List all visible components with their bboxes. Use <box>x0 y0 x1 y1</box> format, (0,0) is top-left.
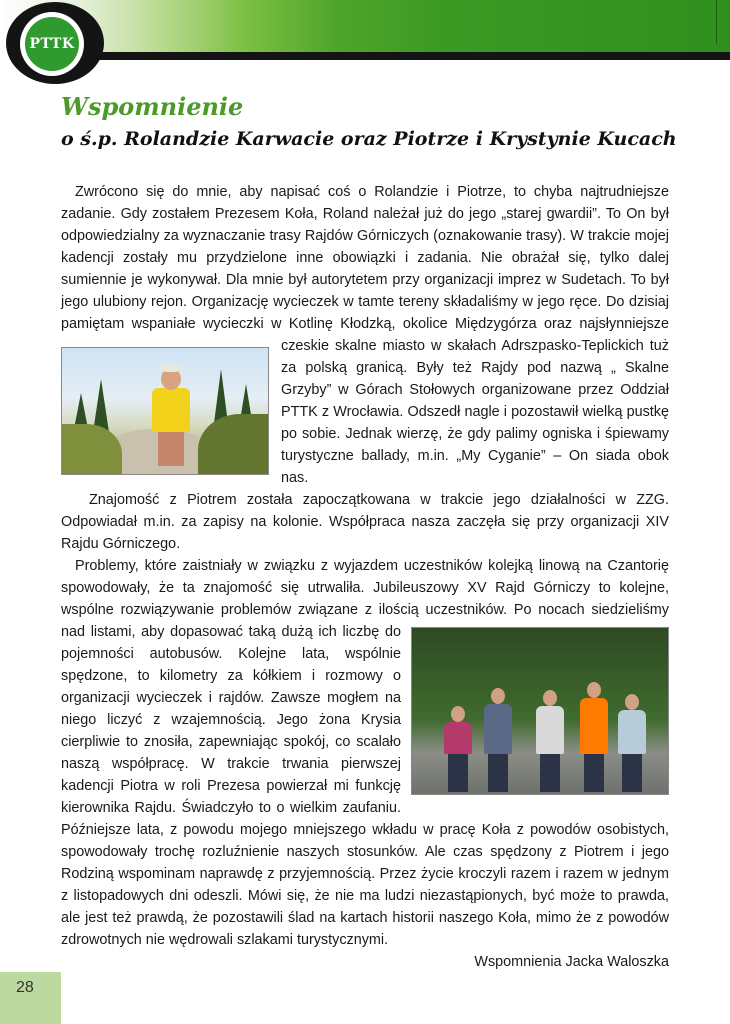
paragraph-2: Znajomość z Piotrem została zapoczątkowana w trakcie jego działalności w ZZG. Odpowiadał m.in. za zapisy na kolonie. Współpraca nasza zaczęła się przy organizacji XIV Rajdu Górniczego. <box>61 492 669 552</box>
photo-person <box>484 704 512 754</box>
page-number: 28 <box>16 979 34 996</box>
paragraph-1 <box>61 181 669 489</box>
photo-hiker-mountains <box>61 347 269 475</box>
article-subtitle: o ś.p. Rolandzie Karwacie oraz Piotrze i Krystynie Kucach <box>61 128 677 150</box>
photo-person-hat <box>158 364 184 372</box>
photo-person <box>536 706 564 754</box>
photo-group <box>411 627 669 795</box>
photo-person <box>444 722 472 754</box>
photo-person-head <box>451 706 465 722</box>
paragraph-1-text-b: czeskie skalne miasto w skałach Adrszpasko-Teplickich tuż za polską granicą. Były też Rajdy pod nazwą „ Skalne Grzyby” w Górach Stołowych organizowane przez Oddział PTTK z Wrocławia. Odszedł nagle i pozostawił wielką pustkę po sobie. Jednak wierzę, że gdy palimy ogniska i śpiewamy turystyczne ballady, m.in. „My Cyganie” – On siada obok nas. <box>281 338 669 486</box>
article-body <box>61 181 669 973</box>
signature: Wspomnienia Jacka Waloszka <box>474 954 669 970</box>
paragraph-3-text-a: Problemy, które zaistniały w związku z wyjazdem uczestników kolejką linową na Czantorię spowodowały, że ta znajomość się utrwaliła. Jubileuszowy XV Rajd Górniczy to kolejne, wspólne rozwiązywanie problemów związane z ilością uczestników. Po nocach siedzieliśmy <box>61 558 669 618</box>
header-black-bar <box>60 52 730 60</box>
header-band <box>0 0 730 52</box>
photo-person <box>152 388 190 432</box>
photo-person-legs <box>448 752 468 792</box>
article-title: Wspomnienie <box>61 92 244 121</box>
photo-person-head <box>625 694 639 710</box>
photo-person-legs <box>584 752 604 792</box>
logo-text: PTTK <box>29 36 75 52</box>
pttk-logo <box>25 17 79 71</box>
photo-person-head <box>543 690 557 706</box>
paragraph-1-text-a: Zwrócono się do mnie, aby napisać coś o Rolandzie i Piotrze, to chyba najtrudniejsze zadanie. Gdy zostałem Prezesem Koła, Roland należał już do jego „starej gwardii”. To On był odpowiedzialny za wyznaczanie trasy Rajdów Górniczych (oznakowanie trasy). W trakcie mojej kadencji zostały mu przydzielone inne obowiązki i zadania. Nie obrażał się, tylko dalej sumiennie je wykonywał. Dla mnie był autorytetem przy organizacji imprez w Sudetach. To był jego ulubiony rejon. Organizację wycieczek w tamte tereny składaliśmy w jego ręce. Do dzisiaj pamiętam wspaniałe wycieczki w Kotlinę Kłodzką, okolice Międzygórza oraz najsłynniejsze <box>61 184 669 332</box>
photo-person-head <box>491 688 505 704</box>
photo-person-legs <box>158 432 184 466</box>
photo-person-head <box>587 682 601 698</box>
header-divider <box>716 0 717 44</box>
photo-person <box>618 710 646 754</box>
paragraph-3 <box>61 555 669 951</box>
photo-person-legs <box>540 752 560 792</box>
paragraph-3-text-b: nad listami, aby dopasować taką dużą ich liczbę do pojemności autobusów. Kolejne lata, wspólnie spędzone, to kilometry za kółkiem i rozmowy o organizacji wycieczek i rajdów. Zawsze mogłem na niego liczyć z wzajemnością. Jego żona Krysia cierpliwie to znosiła, zapewniając spokój, co scalało naszą współpracę. W trakcie trwania pierwszej kadencji Piotra w roli Prezesa powierzał mi funkcję kierownika Rajdu. Świadczyło to o wielkim zaufaniu. Późniejsze lata, z powodu mojego mniejszego wkładu w pracę Koła z powodów osobistych, spowodowały trochę rozluźnienie naszych stosunków. Ale czas spędzony z Piotrem i jego Rodziną wspominam naprawdę z przyjemnością. Przez życie kroczyli razem i razem w jednym z listopadowych dni odeszli. Mówi się, że nie ma ludzi niezastąpionych, być może to prawda, ale jest też prawdą, że pozostawili ślad na kartach historii naszego Koła, mimo że z powodów zdrowotnych nie wędrowali szlakami turystycznymi. <box>61 624 669 948</box>
photo-person-legs <box>622 752 642 792</box>
photo-person <box>580 698 608 754</box>
photo-person-legs <box>488 752 508 792</box>
